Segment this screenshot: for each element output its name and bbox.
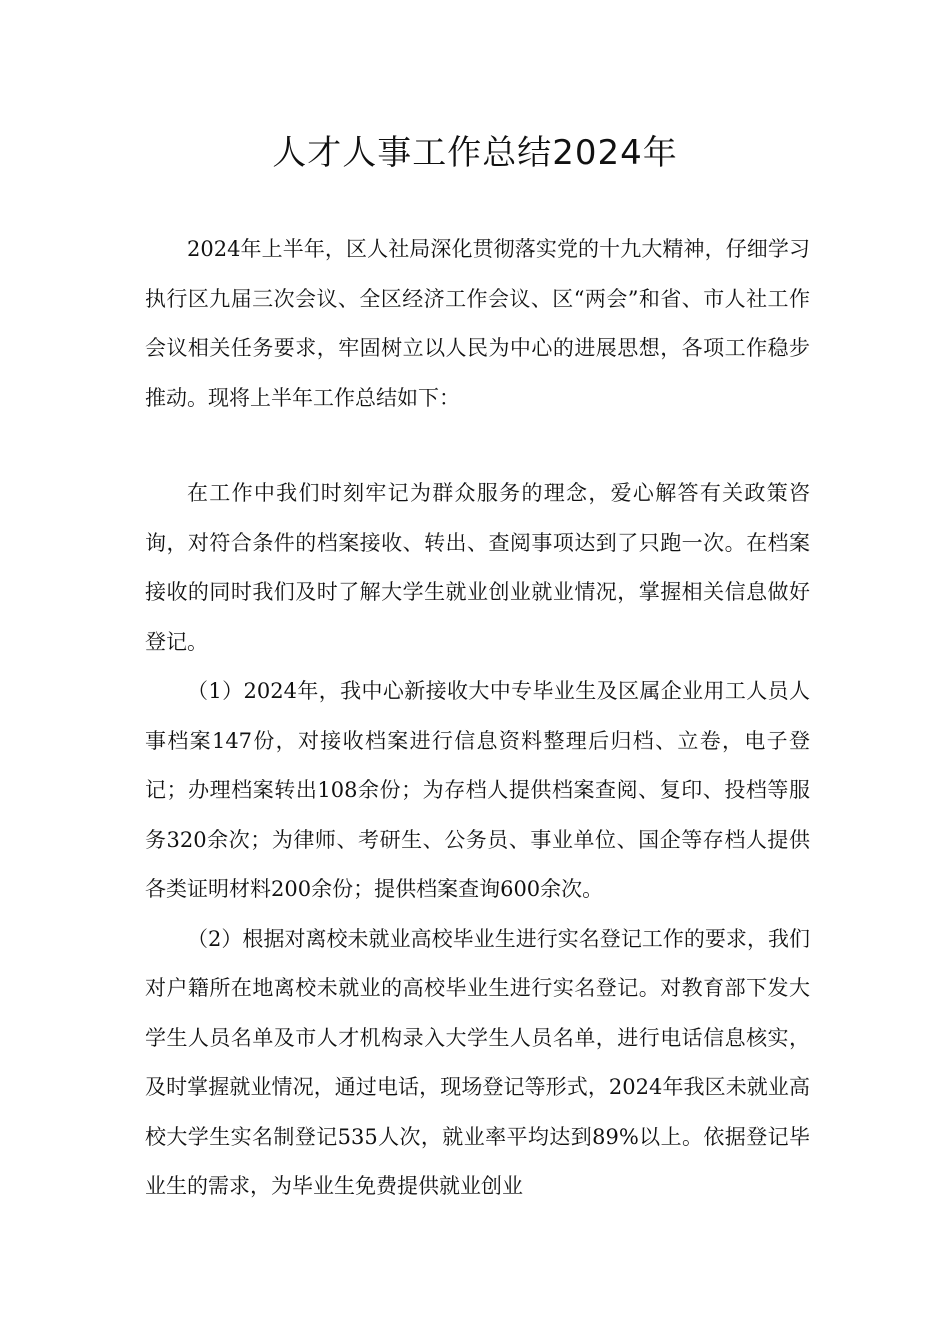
document-body	[145, 225, 810, 1212]
paragraph-registration: （2）根据对离校未就业高校毕业生进行实名登记工作的要求，我们对户籍所在地离校未就业的高校毕业生进行实名登记。对教育部下发大学生人员名单及市人才机构录入大学生人员名单，进行电话信息核实，及时掌握就业情况，通过电话，现场登记等形式，2024年我区未就业高校大学生实名制登记535人次，就业率平均达到89%以上。依据登记毕业生的需求，为毕业生免费提供就业创业	[145, 926, 810, 1198]
paragraph-service: 在工作中我们时刻牢记为群众服务的理念，爱心解答有关政策咨询，对符合条件的档案接收、转出、查阅事项达到了只跑一次。在档案接收的同时我们及时了解大学生就业创业就业情况，掌握相关信息做好登记。	[145, 481, 810, 654]
paragraph-archives: （1）2024年，我中心新接收大中专毕业生及区属企业用工人员人事档案147份，对接收档案进行信息资料整理后归档、立卷，电子登记；办理档案转出108余份；为存档人提供档案查阅、复印、投档等服务320余次；为律师、考研生、公务员、事业单位、国企等存档人提供各类证明材料200余份；提供档案查询600余次。	[145, 679, 810, 901]
paragraph-intro: 2024年上半年，区人社局深化贯彻落实党的十九大精神，仔细学习执行区九届三次会议、全区经济工作会议、区“两会”和省、市人社工作会议相关任务要求，牢固树立以人民为中心的进展思想，各项工作稳步推动。现将上半年工作总结如下：	[145, 237, 810, 410]
document-title: 人才人事工作总结2024年	[272, 133, 678, 173]
